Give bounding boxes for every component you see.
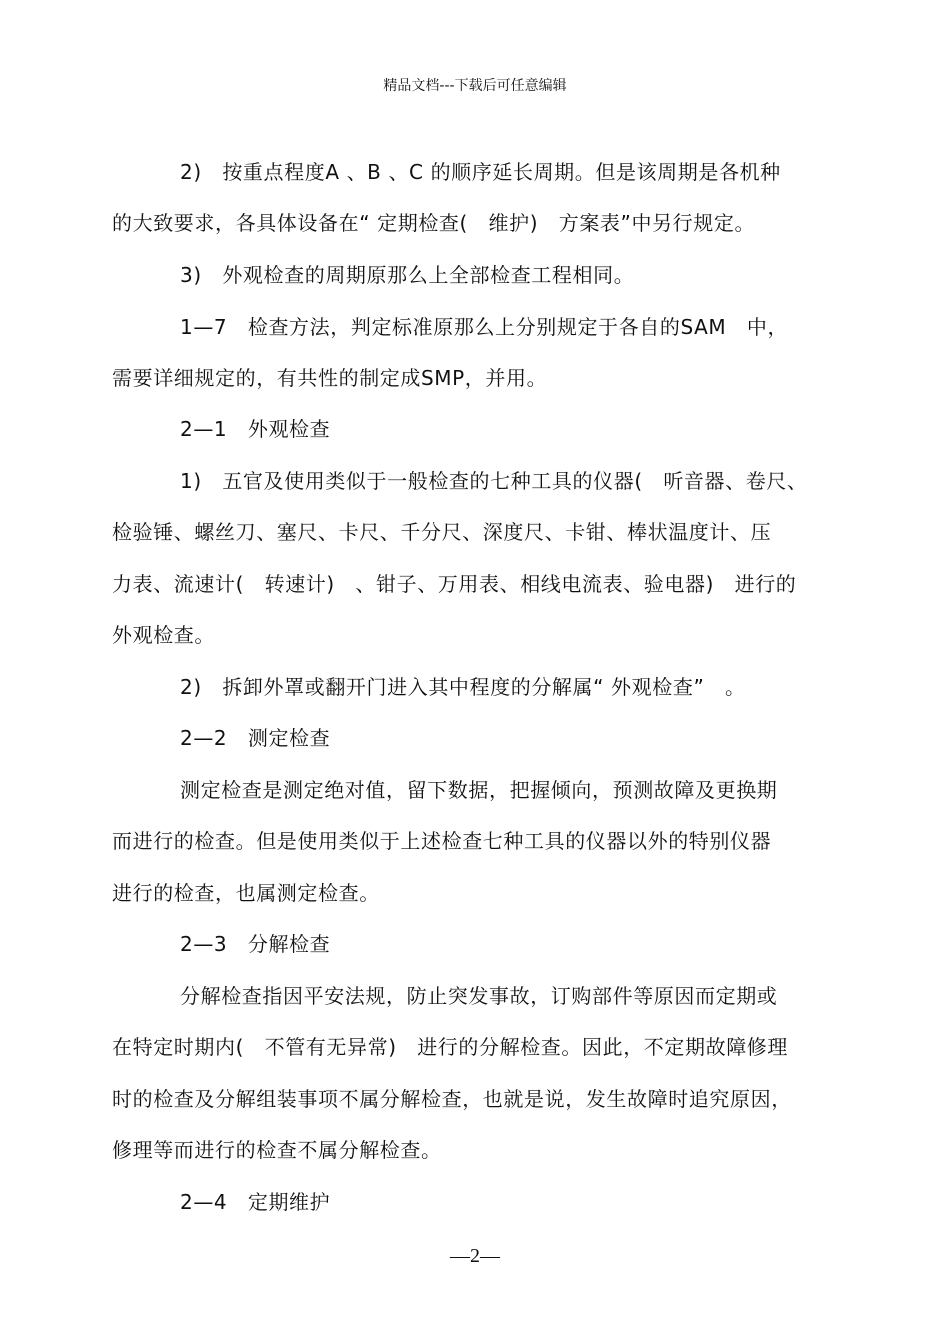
text-line: 2) 按重点程度A 、B 、C 的顺序延长周期。但是该周期是各机种 [180, 160, 781, 184]
section-heading: 2—1 外观检查 [180, 417, 331, 441]
text-line: 1) 五官及使用类似于一般检查的七种工具的仪器( 听音器、卷尺、 [180, 469, 808, 493]
text-line: 需要详细规定的，有共性的制定成SMP，并用。 [112, 366, 548, 390]
text-line: 时的检查及分解组装事项不属分解检查，也就是说，发生故障时追究原因， [112, 1087, 792, 1111]
text-line: 修理等而进行的检查不属分解检查。 [112, 1138, 442, 1162]
page-number: —2— [450, 1245, 500, 1267]
text-line: 3) 外观检查的周期原那么上全部检查工程相同。 [180, 263, 635, 287]
section-heading: 2—2 测定检查 [180, 726, 331, 750]
text-line: 1—7 检查方法，判定标准原那么上分别规定于各自的SAM 中， [180, 315, 789, 339]
page-header: 精品文档---下载后可任意编辑 [383, 78, 567, 94]
text-line: 测定检查是测定绝对值，留下数据，把握倾向，预测故障及更换期 [180, 778, 778, 802]
text-line: 而进行的检查。但是使用类似于上述检查七种工具的仪器以外的特别仪器 [112, 829, 772, 853]
text-line: 分解检查指因平安法规，防止突发事故，订购部件等原因而定期或 [180, 984, 778, 1008]
section-heading: 2—3 分解检查 [180, 932, 331, 956]
text-line: 在特定时期内( 不管有无异常) 进行的分解检查。因此，不定期故障修理 [112, 1035, 789, 1059]
text-line: 力表、流速计( 转速计) 、钳子、万用表、相线电流表、验电器) 进行的 [112, 572, 797, 596]
text-line: 的大致要求，各具体设备在“ 定期检查( 维护) 方案表”中另行规定。 [112, 211, 756, 235]
text-line: 外观检查。 [112, 623, 215, 647]
text-line: 检验锤、螺丝刀、塞尺、卡尺、千分尺、深度尺、卡钳、棒状温度计、压 [112, 520, 772, 544]
text-line: 进行的检查，也属测定检查。 [112, 881, 380, 905]
text-line: 2) 拆卸外罩或翻开门进入其中程度的分解属“ 外观检查” 。 [180, 675, 746, 699]
section-heading: 2—4 定期维护 [180, 1190, 331, 1214]
